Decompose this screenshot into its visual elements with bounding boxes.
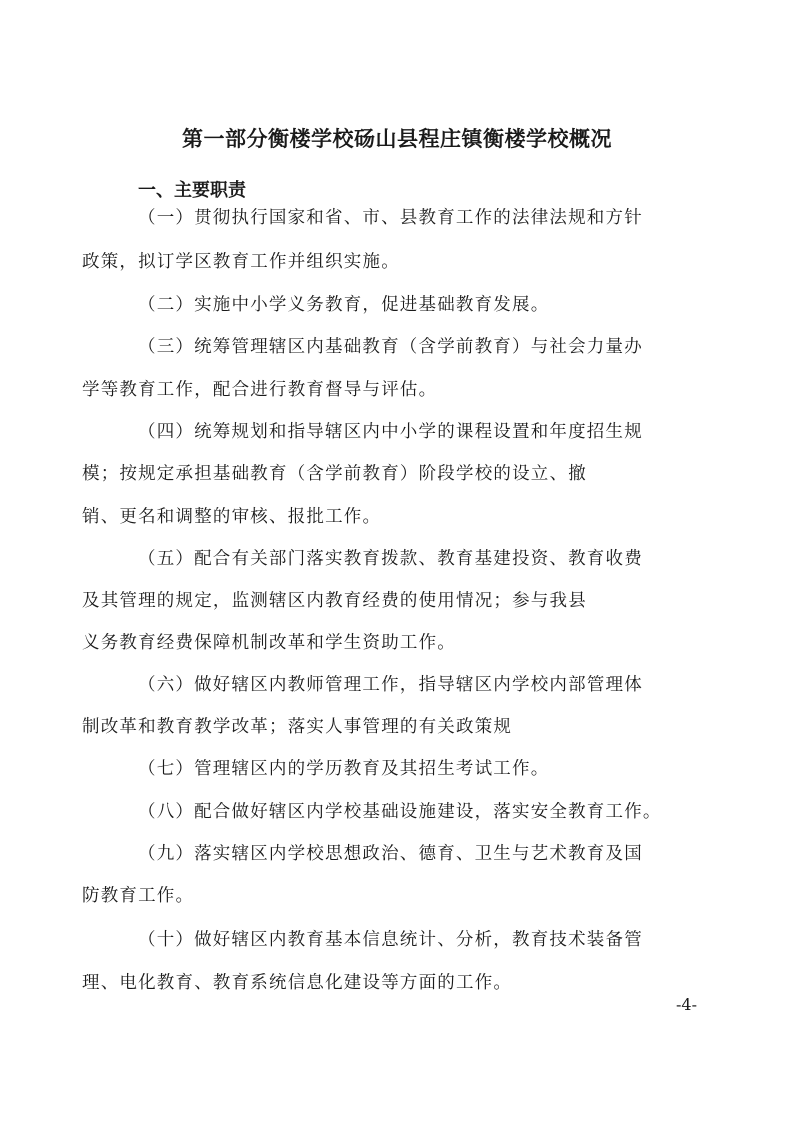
page-title: 第一部分衡楼学校砀山县程庄镇衡楼学校概况 bbox=[182, 127, 612, 151]
paragraph-line: 及其管理的规定，监测辖区内教育经费的使用情况；参与我县 bbox=[82, 591, 587, 611]
paragraph-line: 学等教育工作，配合进行教育督导与评估。 bbox=[82, 380, 438, 400]
paragraph-line: （十）做好辖区内教育基本信息统计、分析，教育技术装备管 bbox=[138, 930, 643, 950]
paragraph-line: 销、更名和调整的审核、报批工作。 bbox=[82, 507, 382, 527]
paragraph-line: （二）实施中小学义务教育，促进基础教育发展。 bbox=[138, 295, 550, 315]
paragraph-line: （六）做好辖区内教师管理工作，指导辖区内学校内部管理体 bbox=[138, 675, 643, 695]
paragraph-line: （五）配合有关部门落实教育拨款、教育基建投资、教育收费 bbox=[138, 549, 643, 569]
page-number: -4- bbox=[676, 995, 697, 1014]
paragraph-line: （四）统筹规划和指导辖区内中小学的课程设置和年度招生规 bbox=[138, 422, 643, 442]
paragraph-line: 模；按规定承担基础教育（含学前教育）阶段学校的设立、撤 bbox=[82, 464, 587, 484]
paragraph-line: 义务教育经费保障机制改革和学生资助工作。 bbox=[82, 633, 456, 653]
paragraph-line: （九）落实辖区内学校思想政治、德育、卫生与艺术教育及国 bbox=[138, 844, 643, 864]
paragraph-line: （八）配合做好辖区内学校基础设施建设，落实安全教育工作。 bbox=[138, 802, 662, 822]
paragraph-line: 制改革和教育教学改革；落实人事管理的有关政策规 bbox=[82, 717, 513, 737]
section-heading: 一、主要职责 bbox=[138, 180, 246, 201]
paragraph-line: （七）管理辖区内的学历教育及其招生考试工作。 bbox=[138, 759, 550, 779]
paragraph-line: 政策，拟订学区教育工作并组织实施。 bbox=[82, 252, 400, 272]
paragraph-line: （一）贯彻执行国家和省、市、县教育工作的法律法规和方针 bbox=[138, 208, 643, 228]
paragraph-line: （三）统筹管理辖区内基础教育（含学前教育）与社会力量办 bbox=[138, 337, 643, 357]
paragraph-line: 理、电化教育、教育系统信息化建设等方面的工作。 bbox=[82, 973, 513, 993]
paragraph-line: 防教育工作。 bbox=[82, 886, 195, 906]
